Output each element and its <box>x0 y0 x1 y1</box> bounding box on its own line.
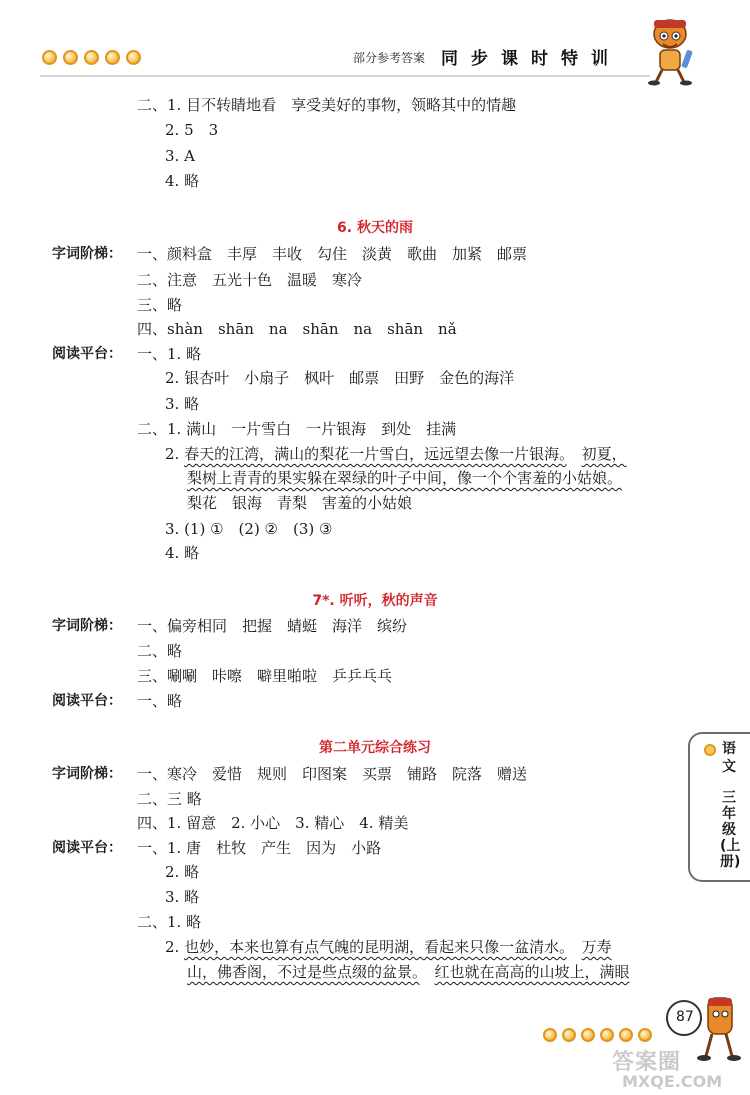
underlined-answer: 初夏， <box>581 445 627 463</box>
dot-icon <box>562 1028 576 1042</box>
dot-icon <box>600 1028 614 1042</box>
answer-line <box>187 467 622 489</box>
dot-icon <box>105 50 120 65</box>
watermark-url: MXQE.COM <box>622 1072 723 1091</box>
side-subject: 语文 <box>722 741 736 775</box>
watermark-logo: 答案圈 <box>612 1050 682 1075</box>
header-title: 同步课时特训 <box>441 49 621 69</box>
answer-line: 二、1. 满山 一片雪白 一片银海 到处 挂满 <box>137 420 457 438</box>
dot-icon <box>638 1028 652 1042</box>
answer-line: 3. A <box>165 147 195 165</box>
header-subtitle: 部分参考答案 <box>353 51 426 65</box>
answer-line: 一、寒冷 爱惜 规则 印图案 买票 铺路 院落 赠送 <box>137 765 528 783</box>
answer-line: 一、1. 略 <box>137 345 202 363</box>
answer-line: 一、略 <box>137 692 183 710</box>
answer-line: 二、1. 目不转睛地看 享受美好的事物，领略其中的情趣 <box>137 96 517 114</box>
section-title: 第二单元综合练习 <box>319 740 431 756</box>
dot-icon <box>84 50 99 65</box>
side-grade: 三年级(上册) <box>720 790 741 870</box>
dot-icon <box>543 1028 557 1042</box>
answer-line: 一、颜料盒 丰厚 丰收 勾住 淡黄 歌曲 加紧 邮票 <box>137 245 528 263</box>
underlined-answer: 春天的江湾，满山的梨花一片雪白，远远望去像一片银海。 <box>184 445 567 463</box>
header-decoration-dots <box>42 50 141 65</box>
answer-line: 三、唰唰 咔嚓 噼里啪啦 乒乒乓乓 <box>137 667 393 685</box>
answer-line: 2. 略 <box>165 863 200 881</box>
answer-line <box>165 936 612 958</box>
underlined-answer: 也妙，本来也算有点气魄的昆明湖，看起来只像一盆清水。 <box>184 938 567 956</box>
dot-icon <box>581 1028 595 1042</box>
answer-line: 一、偏旁相同 把握 蜻蜓 海洋 缤纷 <box>137 617 408 635</box>
answer-line: 二、略 <box>137 642 183 660</box>
page-number: 87 <box>676 1009 694 1025</box>
item-number: 2. <box>165 938 185 956</box>
answer-line: 4. 略 <box>165 544 200 562</box>
mascot-icon <box>640 14 702 86</box>
label-reading-platform: 阅读平台： <box>52 840 122 856</box>
answer-line: 三、略 <box>137 296 183 314</box>
side-tab <box>688 732 750 882</box>
dot-icon <box>42 50 57 65</box>
answer-line: 2. 银杏叶 小扇子 枫叶 邮票 田野 金色的海洋 <box>165 369 515 387</box>
label-reading-platform: 阅读平台： <box>52 346 122 362</box>
answer-line: 3. (1) ① (2) ② (3) ③ <box>165 520 333 538</box>
label-word-ladder: 字词阶梯： <box>52 618 122 634</box>
section-title: 7*. 听听，秋的声音 <box>312 593 438 609</box>
answer-line: 3. 略 <box>165 395 200 413</box>
answer-line: 一、1. 唐 杜牧 产生 因为 小路 <box>137 839 382 857</box>
answer-line <box>187 961 630 983</box>
dot-icon <box>704 744 716 756</box>
answer-line: 3. 略 <box>165 888 200 906</box>
dot-icon <box>619 1028 633 1042</box>
answer-line: 四、1. 留意 2. 小心 3. 精心 4. 精美 <box>137 814 409 832</box>
answer-line: 4. 略 <box>165 172 200 190</box>
page-header <box>0 0 750 90</box>
section-title: 6. 秋天的雨 <box>337 220 413 236</box>
answer-line <box>165 443 627 465</box>
dot-icon <box>126 50 141 65</box>
label-word-ladder: 字词阶梯： <box>52 766 122 782</box>
answer-line: 2. 5 3 <box>165 121 219 139</box>
answer-line: 二、1. 略 <box>137 913 202 931</box>
underlined-answer: 山，佛香阁，不过是些点缀的盆景。 <box>187 963 420 981</box>
underlined-answer: 万寿 <box>581 938 612 956</box>
label-reading-platform: 阅读平台： <box>52 693 122 709</box>
label-word-ladder: 字词阶梯： <box>52 246 122 262</box>
answer-line: 二、注意 五光十色 温暖 寒冷 <box>137 271 363 289</box>
dot-icon <box>63 50 78 65</box>
underlined-answer: 梨树上青青的果实躲在翠绿的叶子中间，像一个个害羞的小姑娘。 <box>187 469 623 487</box>
header-divider <box>40 75 650 77</box>
footer-decoration-dots <box>543 1028 652 1042</box>
answer-line: 四、shàn shān na shān na shān nǎ <box>137 320 457 338</box>
underlined-answer: 红也就在高高的山坡上，满眼 <box>434 963 630 981</box>
item-number: 2. <box>165 445 185 463</box>
answer-line: 梨花 银海 青梨 害羞的小姑娘 <box>187 494 413 512</box>
answer-line: 二、三 略 <box>137 790 202 808</box>
